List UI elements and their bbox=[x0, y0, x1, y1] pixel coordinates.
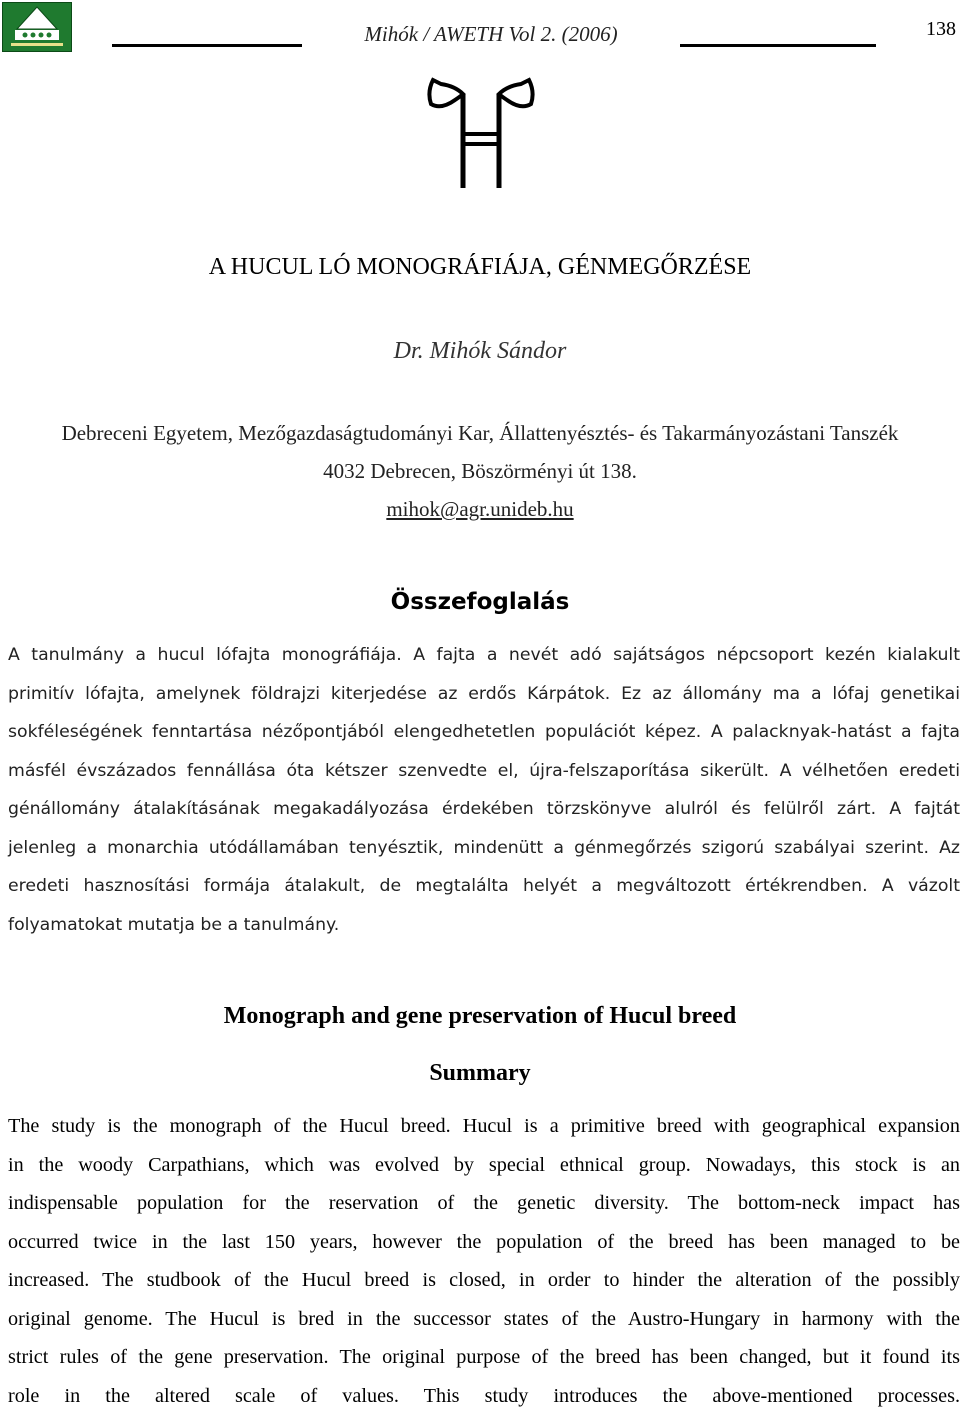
summary-line: original genome. The Hucul is bred in the successor states of the Austro-Hungary in harmony with the bbox=[8, 1300, 960, 1339]
english-summary-heading: Summary bbox=[0, 1060, 960, 1087]
hungarian-abstract bbox=[8, 636, 960, 944]
affiliation: Debreceni Egyetem, Mezőgazdaságtudományi Kar, Állattenyésztés- és Takarmányozástani Tanszék bbox=[0, 421, 960, 446]
journal-citation: Mihók / AWETH Vol 2. (2006) bbox=[302, 22, 680, 47]
journal-logo-icon bbox=[3, 3, 71, 51]
english-summary bbox=[8, 1107, 960, 1415]
abstract-line: folyamatokat mutatja be a tanulmány. bbox=[8, 906, 960, 945]
abstract-line: jelenleg a monarchia utódállamában tenyésztik, mindenütt a génmegőrzés szigorú szabályai szerint. Az bbox=[8, 829, 960, 868]
hucul-emblem-icon bbox=[425, 72, 537, 192]
author-name: Dr. Mihók Sándor bbox=[0, 338, 960, 365]
email-link[interactable]: mihok@agr.unideb.hu bbox=[0, 497, 960, 522]
page-number: 138 bbox=[926, 18, 956, 41]
hungarian-abstract-heading: Összefoglalás bbox=[0, 589, 960, 615]
summary-line: The study is the monograph of the Hucul breed. Hucul is a primitive breed with geographical expansion bbox=[8, 1107, 960, 1146]
paper-title: A HUCUL LÓ MONOGRÁFIÁJA, GÉNMEGŐRZÉSE bbox=[0, 254, 960, 281]
abstract-line: A tanulmány a hucul lófajta monográfiája. A fajta a nevét adó sajátságos népcsoport kezén kialakult bbox=[8, 636, 960, 675]
english-title: Monograph and gene preservation of Hucul breed bbox=[0, 1003, 960, 1030]
summary-line: indispensable population for the reservation of the genetic diversity. The bottom-neck impact has bbox=[8, 1184, 960, 1223]
abstract-line: másfél évszázados fennállása óta kétszer szenvedte el, újra-felszaporítása sikerült. A vélhetően eredeti bbox=[8, 752, 960, 791]
summary-line: strict rules of the gene preservation. The original purpose of the breed has been changed, but it found its bbox=[8, 1338, 960, 1377]
address: 4032 Debrecen, Böszörményi út 138. bbox=[0, 459, 960, 484]
abstract-line: sokféleségének fenntartása nézőpontjából elengedhetetlen populációt képez. A palacknyak-hatást a fajta bbox=[8, 713, 960, 752]
header-rule-right bbox=[680, 44, 876, 47]
abstract-line: eredeti hasznosítási formája átalakult, de megtalálta helyét a megváltozott értékrendben. A vázolt bbox=[8, 867, 960, 906]
abstract-line: génállomány átalakításának megakadályozása érdekében törzskönyve alulról és felülről zárt. A fajtát bbox=[8, 790, 960, 829]
summary-line: occurred twice in the last 150 years, however the population of the breed has been managed to be bbox=[8, 1223, 960, 1262]
abstract-line: primitív lófajta, amelynek földrajzi kiterjedése az erdős Kárpátok. Ez az állomány ma a lófaj genetikai bbox=[8, 675, 960, 714]
summary-line: role in the altered scale of values. This study introduces the above-mentioned processes. bbox=[8, 1377, 960, 1415]
summary-line: in the woody Carpathians, which was evolved by special ethnical group. Nowadays, this stock is an bbox=[8, 1146, 960, 1185]
summary-line: increased. The studbook of the Hucul breed is closed, in order to hinder the alteration of the possibly bbox=[8, 1261, 960, 1300]
header-rule-left bbox=[112, 44, 302, 47]
journal-logo bbox=[2, 2, 72, 52]
